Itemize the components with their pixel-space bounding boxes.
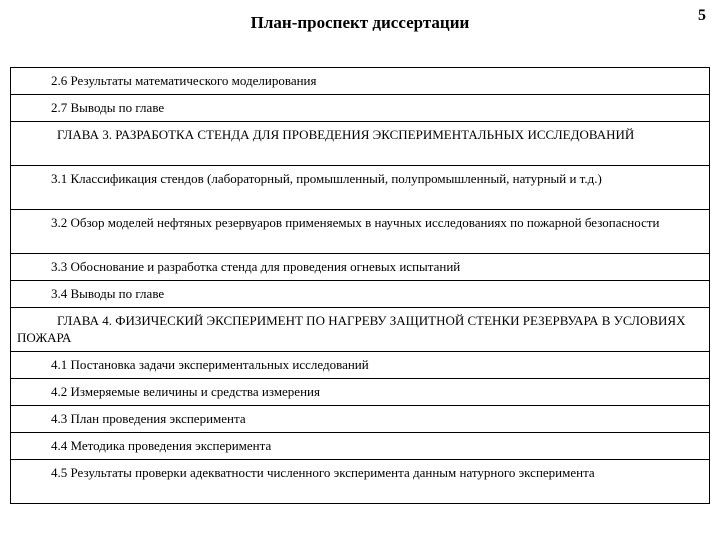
toc-row-3-3: 3.3 Обоснование и разработка стенда для проведения огневых испытаний [11,254,709,281]
toc-row-4-5: 4.5 Результаты проверки адекватности численного эксперимента данным натурного эксперимента [11,460,709,504]
toc-row-4-1: 4.1 Постановка задачи экспериментальных исследований [11,352,709,379]
toc-row-4-3: 4.3 План проведения эксперимента [11,406,709,433]
toc-row-3-4: 3.4 Выводы по главе [11,281,709,308]
toc-row-chapter-3: ГЛАВА 3. РАЗРАБОТКА СТЕНДА ДЛЯ ПРОВЕДЕНИЯ ЭКСПЕРИМЕНТАЛЬНЫХ ИССЛЕДОВАНИЙ [11,122,709,166]
toc-row-4-2: 4.2 Измеряемые величины и средства измерения [11,379,709,406]
toc-row-3-2: 3.2 Обзор моделей нефтяных резервуаров применяемых в научных исследованиях по пожарной безопасности [11,210,709,254]
page-title: План-проспект диссертации [250,13,470,32]
toc-table [10,67,710,504]
page-number: 5 [698,7,706,24]
toc-row-2-7: 2.7 Выводы по главе [11,95,709,122]
toc-row-chapter-4: ГЛАВА 4. ФИЗИЧЕСКИЙ ЭКСПЕРИМЕНТ ПО НАГРЕВУ ЗАЩИТНОЙ СТЕНКИ РЕЗЕРВУАРА В УСЛОВИЯХ ПОЖАРА [11,308,709,352]
toc-row-3-1: 3.1 Классификация стендов (лабораторный, промышленный, полупромышленный, натурный и т.д.) [11,166,709,210]
toc-row-2-6: 2.6 Результаты математического моделирования [11,68,709,95]
toc-row-4-4: 4.4 Методика проведения эксперимента [11,433,709,460]
